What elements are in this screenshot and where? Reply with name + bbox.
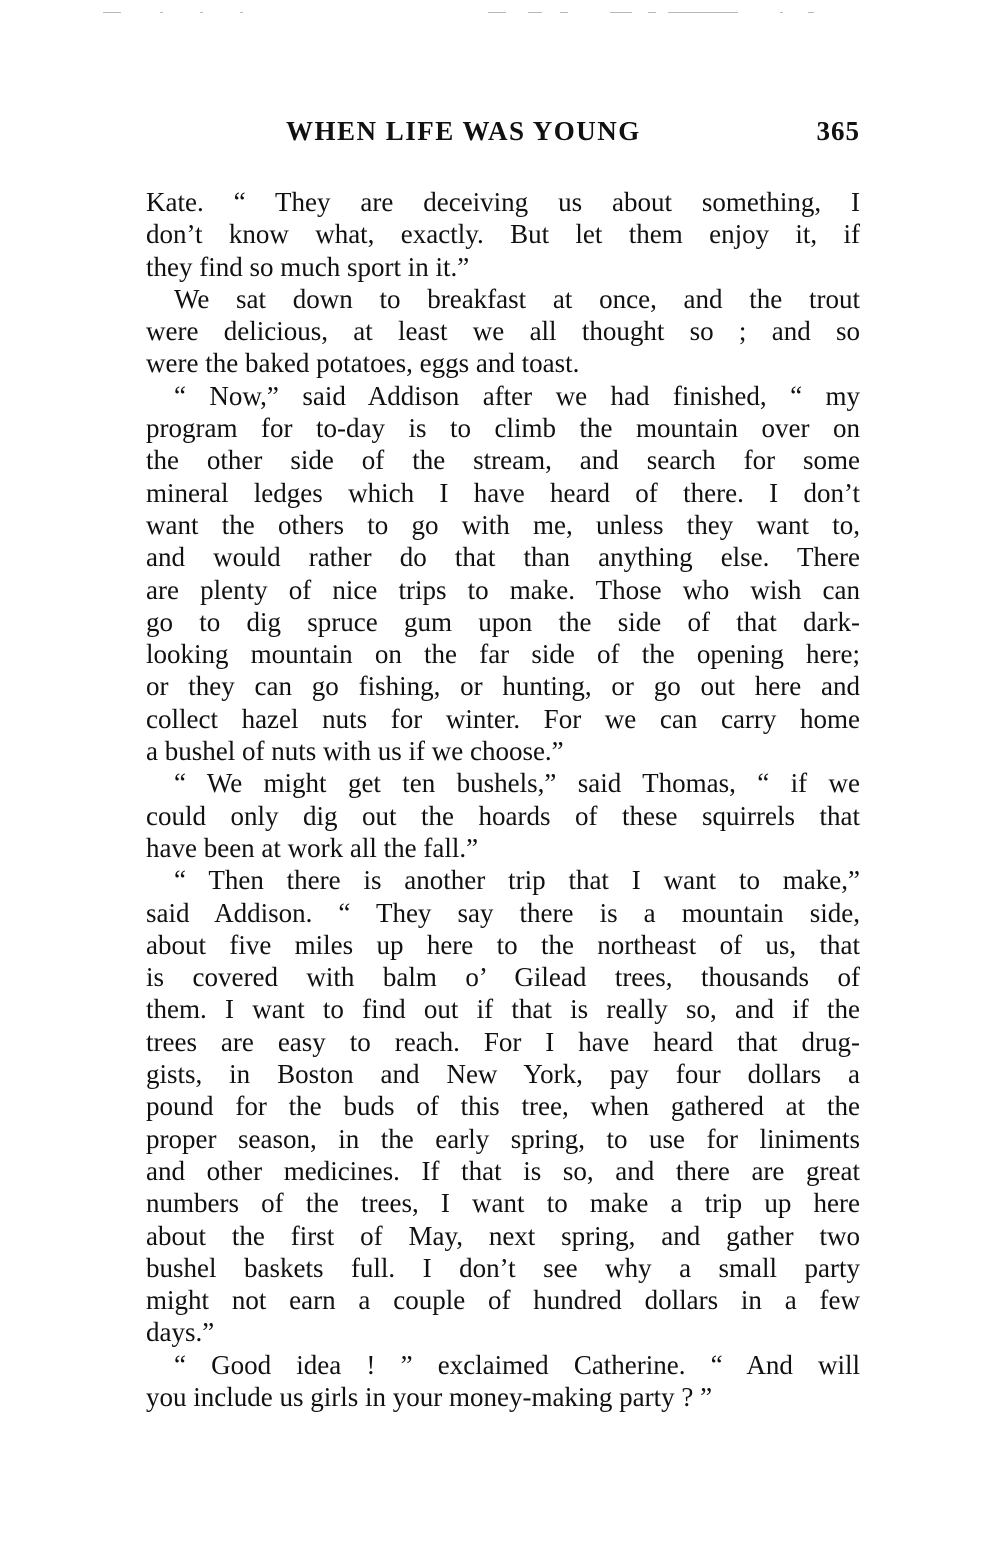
text-line: might not earn a couple of hundred dollars in a few: [146, 1285, 860, 1316]
text-line: collect hazel nuts for winter. For we can carry home: [146, 703, 860, 734]
text-line: “ Then there is another trip that I want to make,”: [174, 865, 860, 896]
text-line: numbers of the trees, I want to make a trip up here: [146, 1188, 860, 1219]
text-line: “ We might get ten bushels,” said Thomas, “ if we: [174, 768, 860, 799]
text-line: are plenty of nice trips to make. Those who wish can: [146, 574, 860, 605]
text-line: have been at work all the fall.”: [146, 832, 479, 863]
text-line: bushel baskets full. I don’t see why a small party: [146, 1252, 860, 1283]
body-text: [146, 186, 860, 1413]
text-line: “ Good idea ! ” exclaimed Catherine. “ And will: [174, 1349, 860, 1380]
text-line: trees are easy to reach. For I have heard that drug-: [146, 1026, 860, 1057]
text-line: about the first of May, next spring, and gather two: [146, 1220, 860, 1251]
text-line: go to dig spruce gum upon the side of that dark-: [146, 606, 860, 637]
text-line: about five miles up here to the northeast of us, that: [146, 929, 860, 960]
text-line: were delicious, at least we all thought so ; and so: [146, 316, 860, 347]
text-line: were the baked potatoes, eggs and toast.: [146, 348, 580, 379]
text-line: a bushel of nuts with us if we choose.”: [146, 736, 564, 767]
text-line: Kate. “ They are deceiving us about something, I: [146, 187, 860, 217]
text-line: you include us girls in your money-making party ? ”: [146, 1381, 713, 1412]
text-line: said Addison. “ They say there is a mountain side,: [146, 897, 860, 928]
text-line: or they can go fishing, or hunting, or go out here and: [146, 671, 860, 702]
text-line: program for to-day is to climb the mountain over on: [146, 413, 860, 444]
text-line: pound for the buds of this tree, when gathered at the: [146, 1091, 860, 1122]
text-line: they find so much sport in it.”: [146, 251, 470, 282]
text-line: is covered with balm o’ Gilead trees, thousands of: [146, 962, 860, 993]
text-line: want the others to go with me, unless they want to,: [146, 509, 860, 540]
text-line: looking mountain on the far side of the opening here;: [146, 639, 860, 670]
text-line: mineral ledges which I have heard of there. I don’t: [146, 477, 860, 508]
scan-specks: [0, 10, 1000, 16]
text-line: could only dig out the hoards of these squirrels that: [146, 800, 860, 831]
text-line: and other medicines. If that is so, and there are great: [146, 1155, 860, 1186]
text-line: them. I want to find out if that is really so, and if the: [146, 994, 860, 1025]
running-title: WHEN LIFE WAS YOUNG: [286, 116, 641, 146]
text-line: days.”: [146, 1317, 215, 1348]
page-header: [146, 116, 860, 156]
text-line: “ Now,” said Addison after we had finished, “ my: [174, 380, 860, 411]
text-line: the other side of the stream, and search for some: [146, 445, 860, 476]
text-line: gists, in Boston and New York, pay four dollars a: [146, 1059, 860, 1090]
text-line: don’t know what, exactly. But let them enjoy it, if: [146, 219, 860, 250]
text-line: and would rather do that than anything else. There: [146, 542, 860, 573]
text-line: We sat down to breakfast at once, and the trout: [174, 283, 860, 314]
text-line: proper season, in the early spring, to use for liniments: [146, 1123, 860, 1154]
page-number: 365: [816, 116, 860, 146]
